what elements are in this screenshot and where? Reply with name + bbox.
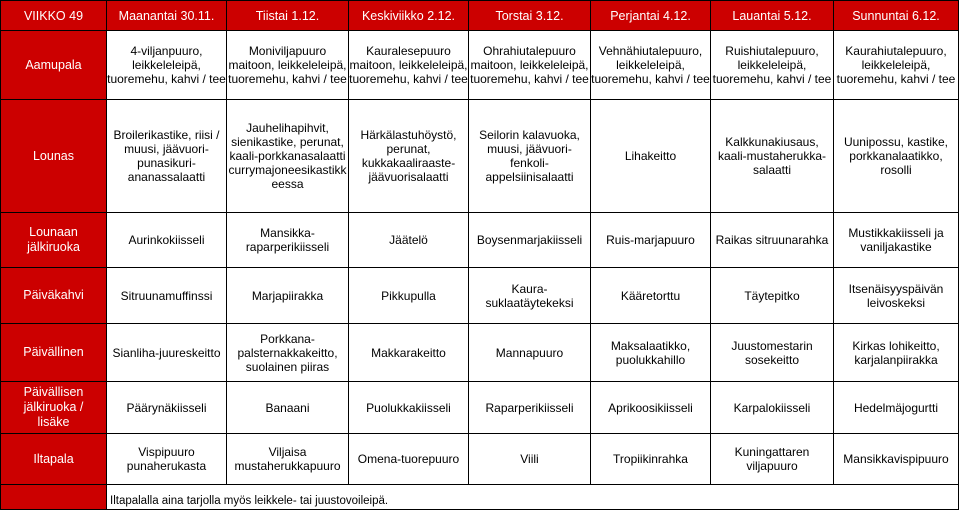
meal-row-iltapala (1, 434, 959, 485)
meal-label: Iltapala (1, 434, 107, 485)
meal-label: Lounaan jälkiruoka (1, 213, 107, 268)
menu-cell: Kirkas lohikeitto, karjalanpiirakka (834, 324, 959, 382)
day-header-thursday: Torstai 3.12. (469, 1, 591, 31)
meal-label: Päivällinen (1, 324, 107, 382)
footnote: Iltapalalla aina tarjolla myös leikkele- tai juustovoileipä. (107, 485, 959, 510)
menu-cell: Päärynäkiisseli (107, 382, 227, 434)
menu-cell: 4-viljanpuuro, leikkeleleipä, tuoremehu, kahvi / tee (107, 31, 227, 100)
menu-cell: Broilerikastike, riisi / muusi, jäävuori- punasikuri- ananassalaatti (107, 100, 227, 213)
meal-label: Aamupala (1, 31, 107, 100)
meal-row-paivallisen-jalkiruoka (1, 382, 959, 434)
meal-row-paivallinen (1, 324, 959, 382)
meal-label: Päiväkahvi (1, 268, 107, 324)
menu-cell: Jäätelö (349, 213, 469, 268)
menu-cell: Maksalaatikko, puolukkahillo (591, 324, 711, 382)
day-header-tuesday: Tiistai 1.12. (227, 1, 349, 31)
menu-cell: Vispipuuro punaherukasta (107, 434, 227, 485)
menu-cell: Mustikkakiisseli ja vaniljakastike (834, 213, 959, 268)
menu-cell: Makkarakeitto (349, 324, 469, 382)
menu-cell: Raparperikiisseli (469, 382, 591, 434)
meal-label: Päivällisen jälkiruoka / lisäke (1, 382, 107, 434)
header-row (1, 1, 959, 31)
menu-cell: Ruishiutalepuuro, leikkeleleipä, tuoremehu, kahvi / tee (711, 31, 834, 100)
menu-cell: Boysenmarjakiisseli (469, 213, 591, 268)
menu-cell: Raikas sitruunarahka (711, 213, 834, 268)
day-header-sunday: Sunnuntai 6.12. (834, 1, 959, 31)
footnote-row (1, 485, 959, 510)
day-header-saturday: Lauantai 5.12. (711, 1, 834, 31)
menu-cell: Hedelmäjogurtti (834, 382, 959, 434)
menu-cell: Aurinkokiisseli (107, 213, 227, 268)
menu-cell: Mansikka- raparperikiisseli (227, 213, 349, 268)
menu-cell: Porkkana- palsternakkakeitto, suolainen piiras (227, 324, 349, 382)
menu-cell: Pikkupulla (349, 268, 469, 324)
menu-cell: Omena-tuorepuuro (349, 434, 469, 485)
menu-cell: Banaani (227, 382, 349, 434)
menu-cell: Täytepitko (711, 268, 834, 324)
menu-cell: Juustomestarin sosekeitto (711, 324, 834, 382)
menu-cell: Ohrahiutalepuuro maitoon, leikkeleleipä, tuoremehu, kahvi / tee (469, 31, 591, 100)
menu-cell: Härkälastuhöystö, perunat, kukkakaaliraaste- jäävuorisalaatti (349, 100, 469, 213)
menu-cell: Kalkkunakiusaus, kaali-mustaherukka- salaatti (711, 100, 834, 213)
meal-row-lounaan-jalkiruoka (1, 213, 959, 268)
footnote-label-cell (1, 485, 107, 510)
menu-cell: Uunipossu, kastike, porkkanalaatikko, rosolli (834, 100, 959, 213)
meal-row-lounas (1, 100, 959, 213)
menu-cell: Ruis-marjapuuro (591, 213, 711, 268)
menu-cell: Moniviljapuuro maitoon, leikkeleleipä, tuoremehu, kahvi / tee (227, 31, 349, 100)
meal-row-aamupala (1, 31, 959, 100)
menu-cell: Puolukkakiisseli (349, 382, 469, 434)
meal-row-paivakahvi (1, 268, 959, 324)
menu-cell: Mannapuuro (469, 324, 591, 382)
menu-cell: Itsenäisyyspäivän leivoskeksi (834, 268, 959, 324)
menu-cell: Kaura- suklaatäytekeksi (469, 268, 591, 324)
menu-cell: Vehnähiutalepuuro, leikkeleleipä, tuoremehu, kahvi / tee (591, 31, 711, 100)
menu-cell: Kauralesepuuro maitoon, leikkeleleipä, tuoremehu, kahvi / tee (349, 31, 469, 100)
meal-label: Lounas (1, 100, 107, 213)
menu-cell: Aprikoosikiisseli (591, 382, 711, 434)
menu-cell: Marjapiirakka (227, 268, 349, 324)
menu-cell: Seilorin kalavuoka, muusi, jäävuori- fenkoli- appelsiinisalaatti (469, 100, 591, 213)
menu-cell: Viljaisa mustaherukkapuuro (227, 434, 349, 485)
menu-cell: Kaurahiutalepuuro, leikkeleleipä, tuoremehu, kahvi / tee (834, 31, 959, 100)
menu-cell: Sitruunamuffinssi (107, 268, 227, 324)
day-header-wednesday: Keskiviikko 2.12. (349, 1, 469, 31)
menu-cell: Sianliha-juureskeitto (107, 324, 227, 382)
menu-cell: Viili (469, 434, 591, 485)
menu-cell: Tropiikinrahka (591, 434, 711, 485)
menu-cell: Mansikkavispipuuro (834, 434, 959, 485)
day-header-monday: Maanantai 30.11. (107, 1, 227, 31)
day-header-friday: Perjantai 4.12. (591, 1, 711, 31)
menu-cell: Jauhelihapihvit, sienikastike, perunat, kaali-porkkanasalaatti currymajoneesikastikk eessa (227, 100, 349, 213)
menu-cell: Kääretorttu (591, 268, 711, 324)
menu-cell: Lihakeitto (591, 100, 711, 213)
menu-cell: Kuningattaren viljapuuro (711, 434, 834, 485)
week-label: VIIKKO 49 (1, 1, 107, 31)
menu-cell: Karpalokiisseli (711, 382, 834, 434)
